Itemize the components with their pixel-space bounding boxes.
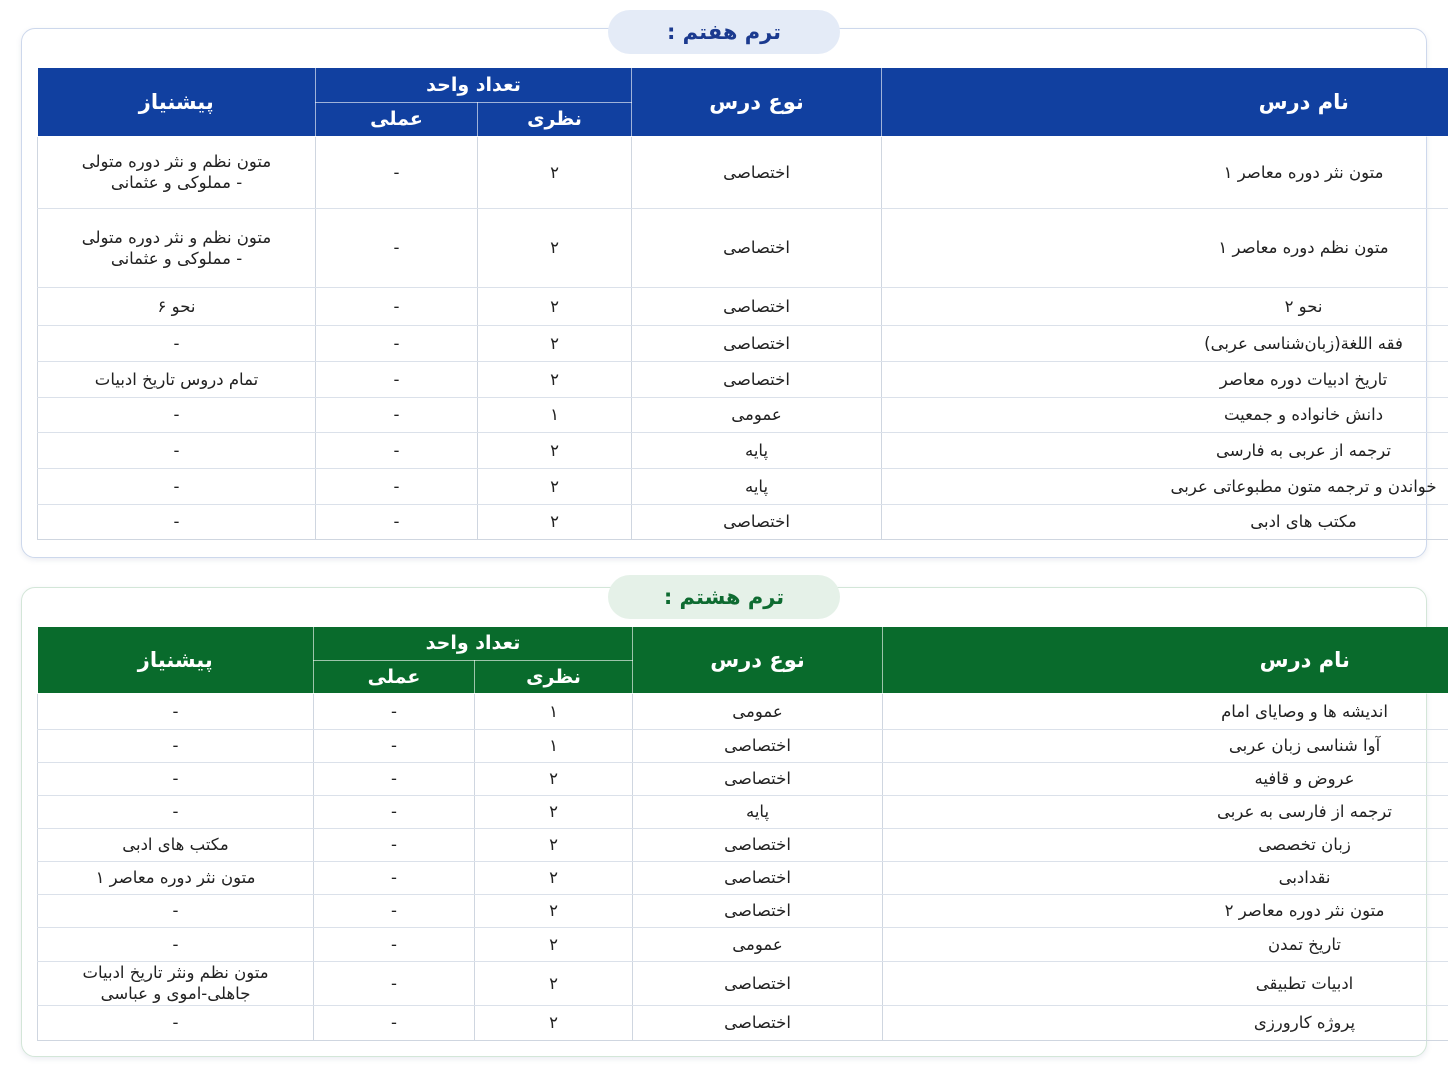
cell-practical: - [314,828,475,861]
cell-theory: ۲ [478,325,632,361]
cell-name: پروژه کارورزی [883,1005,1448,1040]
cell-theory: ۱ [475,693,633,729]
cell-practical: - [314,961,475,1005]
cell-prereq: - [38,1005,314,1040]
cell-theory: ۲ [475,1005,633,1040]
cell-name: عروض و قافیه [883,762,1448,795]
cell-practical: - [316,136,478,208]
cell-prereq: - [38,927,314,961]
header-course-type: نوع درس [632,68,882,136]
cell-theory: ۲ [478,287,632,325]
cell-type: عمومی [633,693,883,729]
cell-type: اختصاصی [633,1005,883,1040]
cell-name: آوا شناسی زبان عربی [883,729,1448,762]
cell-type: پایه [632,468,882,504]
cell-practical: - [316,504,478,539]
cell-theory: ۲ [475,828,633,861]
cell-prereq: - [38,894,314,927]
table-row [38,468,1448,504]
cell-theory: ۲ [475,961,633,1005]
cell-name: ترجمه از فارسی به عربی [883,795,1448,828]
cell-practical: - [316,432,478,468]
header-theory: نظری [478,102,632,136]
header-units: تعداد واحد [316,68,632,102]
cell-practical: - [314,1005,475,1040]
cell-practical: - [314,762,475,795]
cell-type: پایه [632,432,882,468]
table-row [38,432,1448,468]
cell-prereq: - [38,795,314,828]
cell-type: عمومی [633,927,883,961]
cell-practical: - [316,325,478,361]
cell-type: عمومی [632,397,882,432]
cell-prereq: - [38,432,316,468]
semester-7-table [37,68,1448,540]
semester-8-title-text: ترم هشتم : [663,585,785,609]
cell-prereq: - [38,325,316,361]
table-row [38,828,1448,861]
cell-type: اختصاصی [633,762,883,795]
cell-name: تاریخ تمدن [883,927,1448,961]
table-row [38,961,1448,1005]
cell-type: اختصاصی [632,325,882,361]
cell-name: دانش خانواده و جمعیت [882,397,1448,432]
table-row [38,361,1448,397]
cell-prereq: متون نظم و نثر دوره متولی - مملوکی و عثمانی [38,208,316,287]
cell-type: اختصاصی [632,208,882,287]
cell-type: اختصاصی [632,287,882,325]
cell-theory: ۲ [478,208,632,287]
cell-type: اختصاصی [633,729,883,762]
cell-prereq: - [38,729,314,762]
cell-type: پایه [633,795,883,828]
cell-practical: - [314,927,475,961]
cell-practical: - [316,361,478,397]
cell-name: مکتب های ادبی [882,504,1448,539]
cell-practical: - [316,468,478,504]
header-units: تعداد واحد [314,627,633,660]
cell-theory: ۲ [478,361,632,397]
header-course-type: نوع درس [633,627,883,693]
table-row [38,861,1448,894]
cell-theory: ۲ [478,468,632,504]
cell-type: اختصاصی [633,961,883,1005]
cell-prereq: متون نظم ونثر تاریخ ادبیات جاهلی-اموی و عباسی [38,961,314,1005]
header-course-name: نام درس [883,627,1448,693]
table-row [38,1005,1448,1040]
cell-name: اندیشه ها و وصایای امام [883,693,1448,729]
cell-name: فقه اللغة(زبان‌شناسی عربی) [882,325,1448,361]
cell-prereq: نحو ۶ [38,287,316,325]
cell-theory: ۲ [475,927,633,961]
cell-theory: ۲ [475,762,633,795]
cell-name: خواندن و ترجمه متون مطبوعاتی عربی [882,468,1448,504]
cell-type: اختصاصی [633,894,883,927]
cell-prereq: متون نثر دوره معاصر ۱ [38,861,314,894]
semester-7-title-text: ترم هفتم : [666,20,782,44]
cell-practical: - [316,397,478,432]
cell-type: اختصاصی [632,361,882,397]
table-row [38,693,1448,729]
table-row [38,397,1448,432]
cell-theory: ۱ [478,397,632,432]
cell-practical: - [314,861,475,894]
cell-prereq: - [38,397,316,432]
cell-prereq: مکتب های ادبی [38,828,314,861]
cell-theory: ۲ [478,432,632,468]
cell-prereq: - [38,468,316,504]
table-row [38,287,1448,325]
cell-practical: - [314,795,475,828]
table-row [38,325,1448,361]
header-prerequisite: پیشنیاز [38,68,316,136]
table-row [38,729,1448,762]
cell-practical: - [316,208,478,287]
cell-type: اختصاصی [632,504,882,539]
header-practical: عملی [316,102,478,136]
header-theory: نظری [475,660,633,693]
cell-name: نحو ۲ [882,287,1448,325]
table-row [38,762,1448,795]
cell-prereq: - [38,762,314,795]
cell-theory: ۱ [475,729,633,762]
cell-prereq: تمام دروس تاریخ ادبیات [38,361,316,397]
cell-practical: - [316,287,478,325]
header-prerequisite: پیشنیاز [38,627,314,693]
cell-name: متون نظم دوره معاصر ۱ [882,208,1448,287]
table-row [38,136,1448,208]
table-row [38,504,1448,539]
cell-name: نقدادبی [883,861,1448,894]
semester-7-title [608,10,840,54]
header-practical: عملی [314,660,475,693]
cell-name: زبان تخصصی [883,828,1448,861]
cell-theory: ۲ [478,504,632,539]
cell-type: اختصاصی [632,136,882,208]
cell-name: تاریخ ادبیات دوره معاصر [882,361,1448,397]
cell-type: اختصاصی [633,828,883,861]
cell-practical: - [314,894,475,927]
cell-prereq: - [38,504,316,539]
cell-type: اختصاصی [633,861,883,894]
cell-name: ادبیات تطبیقی [883,961,1448,1005]
cell-prereq: - [38,693,314,729]
table-row [38,208,1448,287]
cell-name: ترجمه از عربی به فارسی [882,432,1448,468]
header-course-name: نام درس [882,68,1448,136]
cell-theory: ۲ [475,894,633,927]
semester-8-table [37,627,1448,1041]
semester-8-title [608,575,840,619]
cell-practical: - [314,693,475,729]
cell-prereq: متون نظم و نثر دوره متولی - مملوکی و عثمانی [38,136,316,208]
cell-name: متون نثر دوره معاصر ۱ [882,136,1448,208]
cell-practical: - [314,729,475,762]
cell-theory: ۲ [475,795,633,828]
table-row [38,894,1448,927]
cell-name: متون نثر دوره معاصر ۲ [883,894,1448,927]
cell-theory: ۲ [475,861,633,894]
table-row [38,795,1448,828]
table-row [38,927,1448,961]
cell-theory: ۲ [478,136,632,208]
